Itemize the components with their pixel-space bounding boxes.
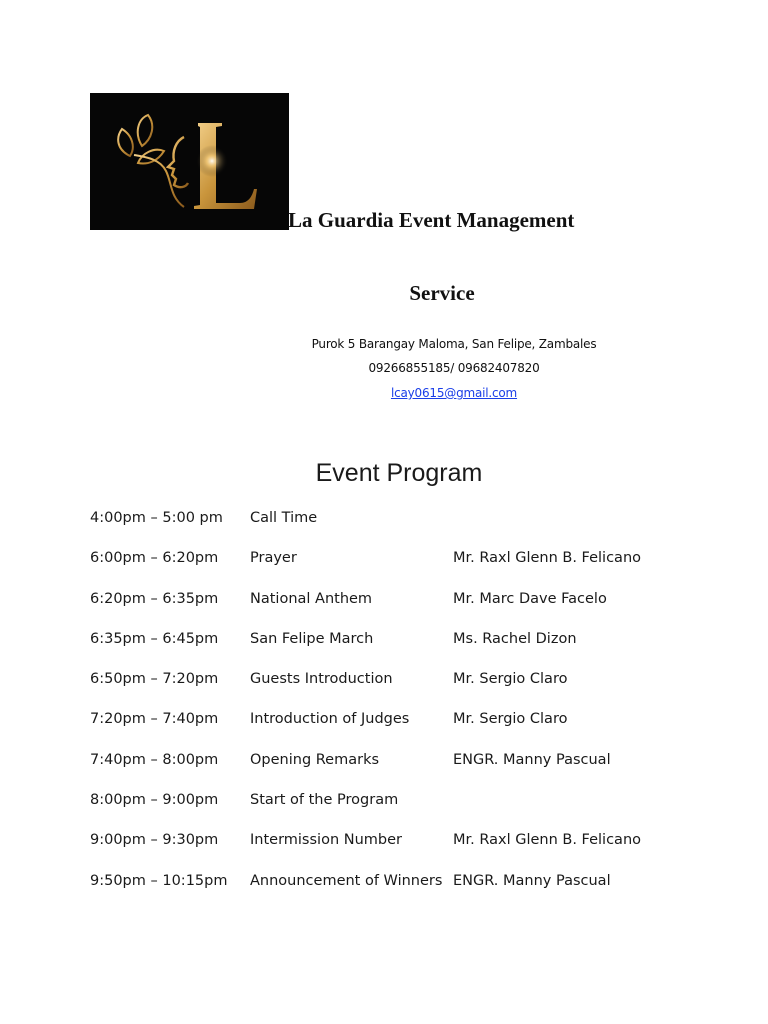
row-time: 6:20pm – 6:35pm (90, 590, 219, 607)
program-schedule (90, 510, 710, 913)
schedule-row (90, 510, 710, 550)
schedule-row (90, 671, 710, 711)
row-person: Mr. Marc Dave Facelo (453, 590, 607, 607)
row-item: San Felipe March (250, 630, 374, 647)
row-person: Mr. Raxl Glenn B. Felicano (453, 550, 642, 567)
service-heading: Service (409, 281, 475, 305)
row-item: Announcement of Winners (250, 872, 443, 889)
company-name: La Guardia Event Management (288, 208, 575, 232)
row-person: ENGR. Manny Pascual (453, 751, 611, 768)
schedule-row (90, 792, 710, 832)
row-time: 7:20pm – 7:40pm (90, 711, 219, 728)
schedule-row (90, 591, 710, 631)
schedule-row (90, 752, 710, 792)
row-item: Call Time (250, 510, 318, 526)
row-person: Mr. Sergio Claro (453, 671, 568, 688)
schedule-row (90, 631, 710, 671)
schedule-row (90, 873, 710, 913)
row-person: ENGR. Manny Pascual (453, 872, 611, 889)
row-person: Ms. Rachel Dizon (453, 630, 577, 647)
row-item: Guests Introduction (250, 671, 393, 688)
schedule-row (90, 711, 710, 751)
company-address: Purok 5 Barangay Maloma, San Felipe, Zambales (311, 337, 597, 351)
row-time: 9:50pm – 10:15pm (90, 872, 228, 889)
row-person: Mr. Raxl Glenn B. Felicano (453, 832, 642, 849)
row-item: Introduction of Judges (250, 711, 410, 728)
company-logo (90, 93, 289, 230)
row-time: 4:00pm – 5:00 pm (90, 510, 223, 526)
row-time: 8:00pm – 9:00pm (90, 792, 219, 809)
row-time: 9:00pm – 9:30pm (90, 832, 219, 849)
row-time: 6:50pm – 7:20pm (90, 671, 219, 688)
row-person: Mr. Sergio Claro (453, 711, 568, 728)
email-link[interactable]: lcay0615@gmail.com (390, 386, 518, 400)
row-time: 7:40pm – 8:00pm (90, 751, 219, 768)
company-phones: 09266855185/ 09682407820 (368, 361, 540, 375)
row-time: 6:00pm – 6:20pm (90, 550, 219, 567)
row-item: Prayer (250, 550, 297, 567)
row-item: Opening Remarks (250, 751, 380, 768)
row-time: 6:35pm – 6:45pm (90, 630, 219, 647)
row-item: Intermission Number (250, 832, 402, 849)
program-title: Event Program (315, 459, 483, 487)
schedule-row (90, 550, 710, 590)
row-item: National Anthem (250, 590, 373, 607)
schedule-row (90, 832, 710, 872)
row-item: Start of the Program (250, 792, 399, 809)
